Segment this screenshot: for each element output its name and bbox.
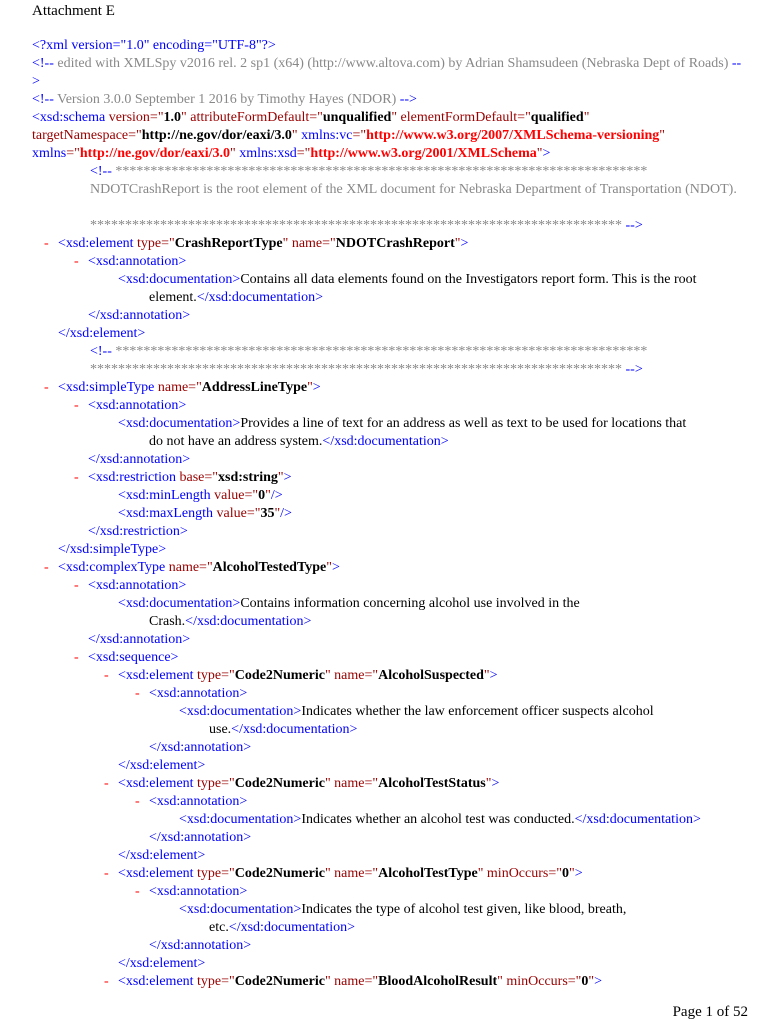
xml-token: CrashReportType (174, 236, 283, 251)
xml-token: " minOccurs=" (497, 974, 582, 989)
xml-line (58, 325, 145, 343)
xml-token: " (326, 560, 332, 575)
collapse-toggle-icon[interactable]: - (74, 254, 79, 269)
xml-line (149, 613, 311, 631)
xml-line (179, 703, 654, 721)
xml-line (90, 361, 643, 379)
xml-token: " attributeFormDefault=" (181, 110, 323, 125)
xml-token: > (594, 974, 603, 989)
xml-token: name=" (165, 560, 213, 575)
xml-token: Code2Numeric (234, 974, 325, 989)
xml-line (90, 343, 647, 361)
xml-line (149, 829, 251, 847)
xml-line (149, 433, 449, 451)
xml-line (149, 739, 251, 757)
xml-token: **************************************************************************** (90, 218, 626, 233)
xml-token: 35 (260, 506, 275, 521)
xml-token: Indicates whether an alcohol test was conducted. (301, 812, 575, 827)
xml-token: xmlns (32, 146, 67, 161)
xml-token: <xsd:restriction (88, 470, 176, 485)
xml-token: base=" (176, 470, 218, 485)
xml-line (32, 37, 276, 55)
collapse-toggle-icon[interactable]: - (135, 686, 140, 701)
xml-token: <xsd:annotation> (88, 578, 187, 593)
xml-token: unqualified (322, 110, 392, 125)
xml-token: <xsd:element (118, 866, 194, 881)
xml-token: xmlns:xsd (239, 146, 297, 161)
xml-token: use. (209, 722, 232, 737)
xml-token: type=" (193, 776, 235, 791)
xml-token: </xsd:annotation> (88, 632, 191, 647)
xml-line (118, 775, 499, 793)
xml-token: /> (270, 488, 283, 503)
xml-token: </xsd:element> (118, 848, 206, 863)
xml-token: value=" (213, 506, 261, 521)
xml-line (88, 649, 178, 667)
xml-token: </xsd:documentation> (196, 290, 324, 305)
xml-token: " elementFormDefault=" (391, 110, 531, 125)
xml-line (118, 595, 580, 613)
xml-token: </xsd:annotation> (149, 830, 252, 845)
xml-token: > (460, 236, 469, 251)
xml-line (118, 847, 205, 865)
xml-line (88, 397, 186, 415)
xml-token: Contains information concerning alcohol use involved in the (240, 596, 580, 611)
xml-token: " (291, 128, 302, 143)
xml-token: http://www.w3.org/2007/XMLSchema-versioning (366, 128, 660, 143)
xml-token: Contains all data elements found on the Investigators report form. This is the root (240, 272, 697, 287)
xml-line (90, 163, 647, 181)
xml-token: NDOTCrashReport is the root element of the XML document for Nebraska Department of Transportation (NDOT). (90, 182, 737, 197)
xml-token: 1.0 (163, 110, 182, 125)
xml-token: </xsd:element> (58, 326, 146, 341)
xml-token: 0 (581, 974, 589, 989)
xml-token: NDOTCrashReport (335, 236, 455, 251)
attachment-label: Attachment E (32, 3, 115, 19)
xml-token: </xsd:element> (118, 956, 206, 971)
xml-token: " name=" (324, 866, 379, 881)
xml-token: AlcoholSuspected (378, 668, 484, 683)
xml-token: BloodAlcoholResult (378, 974, 498, 989)
xml-token: " name=" (282, 236, 336, 251)
xml-token: <!-- (32, 92, 54, 107)
xml-token: <xsd:maxLength (118, 506, 213, 521)
xml-token: Code2Numeric (234, 668, 325, 683)
xml-line (32, 145, 550, 163)
xml-token: Indicates the type of alcohol test given, like blood, breath, (301, 902, 627, 917)
xml-line (149, 685, 247, 703)
xml-token: </xsd:annotation> (88, 308, 191, 323)
xml-line (32, 127, 665, 145)
xml-line (118, 487, 283, 505)
xml-token: <xsd:complexType (58, 560, 166, 575)
xml-token: <?xml version="1.0" encoding="UTF-8"?> (32, 38, 276, 53)
xml-token: value=" (210, 488, 259, 503)
collapse-toggle-icon[interactable]: - (44, 560, 49, 575)
xml-token: http://ne.gov/dor/eaxi/3.0 (141, 128, 292, 143)
xml-line (149, 937, 251, 955)
collapse-toggle-icon[interactable]: - (104, 776, 109, 791)
xml-token: http://www.w3.org/2001/XMLSchema (310, 146, 537, 161)
xml-line (58, 541, 166, 559)
collapse-toggle-icon[interactable]: - (135, 884, 140, 899)
xml-token: <!-- (90, 164, 112, 179)
xml-token: </xsd:documentation> (231, 722, 358, 737)
xml-token: xmlns:vc (301, 128, 353, 143)
xml-token: do not have an address system. (149, 434, 323, 449)
collapse-toggle-icon[interactable]: - (74, 470, 79, 485)
xml-token: http://ne.gov/dor/eaxi/3.0 (79, 146, 230, 161)
xml-token: AddressLineType (201, 380, 308, 395)
xml-token: > (574, 866, 583, 881)
xml-line (88, 307, 190, 325)
xml-token: " (485, 776, 492, 791)
xml-token: " (659, 128, 665, 143)
xml-line (118, 955, 205, 973)
xml-line (179, 901, 626, 919)
xml-line (88, 469, 292, 487)
xml-token: <xsd:element (118, 668, 194, 683)
xml-token: </xsd:documentation> (185, 614, 312, 629)
xml-token: " (568, 866, 575, 881)
xml-token: <xsd:documentation> (118, 272, 241, 287)
xml-token: " (229, 146, 240, 161)
xml-token: <!-- (90, 344, 112, 359)
xml-line (32, 91, 417, 109)
xml-line (149, 289, 323, 307)
xml-line (90, 181, 740, 199)
xml-token: <xsd:documentation> (179, 902, 302, 917)
xml-token: <!-- (32, 56, 54, 71)
xml-line (58, 235, 468, 253)
xml-token: =" (296, 146, 311, 161)
xml-token: Code2Numeric (234, 776, 325, 791)
xml-token: " name=" (324, 776, 379, 791)
xml-token: " (307, 380, 313, 395)
xml-line (179, 811, 701, 829)
xml-line (32, 109, 589, 127)
collapse-toggle-icon[interactable]: - (135, 794, 140, 809)
xml-token: version=" (105, 110, 164, 125)
xml-token: " (277, 470, 284, 485)
xml-token: type=" (133, 236, 175, 251)
collapse-toggle-icon[interactable]: - (104, 974, 109, 989)
page-number: Page 1 of 52 (672, 1004, 748, 1020)
xml-line (209, 919, 355, 937)
xml-line (118, 415, 686, 433)
xml-line (58, 559, 340, 577)
xml-token: name=" (154, 380, 202, 395)
xml-token: <xsd:documentation> (118, 596, 241, 611)
xml-token: </xsd:annotation> (149, 740, 252, 755)
xml-token: " (265, 488, 271, 503)
xml-token: AlcoholTestType (378, 866, 478, 881)
xml-token: **************************************************************************** (111, 344, 648, 359)
xml-token: <xsd:element (58, 236, 134, 251)
xml-token: **************************************************************************** (90, 362, 626, 377)
collapse-toggle-icon[interactable]: - (74, 578, 79, 593)
xml-token: --> (399, 92, 417, 107)
xml-token: <xsd:minLength (118, 488, 211, 503)
xml-line (88, 451, 190, 469)
xml-token: " (483, 668, 490, 683)
xml-token: --> (625, 218, 643, 233)
xml-token: <xsd:documentation> (179, 812, 302, 827)
xml-token: Code2Numeric (234, 866, 325, 881)
xml-token: <xsd:annotation> (149, 686, 248, 701)
xml-token: " name=" (324, 974, 379, 989)
xml-token: </xsd:documentation> (228, 920, 356, 935)
xml-token: > (283, 470, 292, 485)
xml-token: <xsd:annotation> (149, 884, 248, 899)
xml-token: <xsd:schema (32, 110, 106, 125)
xml-token: --> (625, 362, 643, 377)
xml-token: </xsd:annotation> (88, 452, 191, 467)
xml-token: =" (66, 146, 80, 161)
xml-line (118, 271, 697, 289)
xml-token: <xsd:sequence> (88, 650, 179, 665)
xml-token: Provides a line of text for an address as well as text to be used for locations that (240, 416, 687, 431)
xml-token: Crash. (149, 614, 186, 629)
xml-line (88, 523, 188, 541)
xml-token: > (542, 146, 551, 161)
xml-token: AlcoholTestedType (212, 560, 327, 575)
xml-token: edited with XMLSpy v2016 rel. 2 sp1 (x64) (http://www.altova.com) by Adrian Shamsudeen (Nebraska Dept of Roads) (53, 56, 732, 71)
xml-line (58, 379, 321, 397)
xml-token: <xsd:documentation> (179, 704, 302, 719)
xml-line (88, 631, 190, 649)
xml-line (118, 667, 498, 685)
xml-token: > (491, 776, 500, 791)
collapse-toggle-icon[interactable]: - (44, 236, 49, 251)
xml-token: type=" (193, 668, 235, 683)
xml-token: 0 (258, 488, 266, 503)
xml-token: " (536, 146, 543, 161)
xml-line (149, 883, 247, 901)
xml-line (209, 721, 357, 739)
xml-token: " (454, 236, 461, 251)
collapse-toggle-icon[interactable]: - (104, 668, 109, 683)
xml-token: qualified (530, 110, 584, 125)
xml-token: etc. (209, 920, 229, 935)
xml-token: AlcoholTestStatus (378, 776, 486, 791)
xml-line (88, 253, 186, 271)
xml-token: targetNamespace=" (32, 128, 142, 143)
xml-token: <xsd:documentation> (118, 416, 241, 431)
xml-token: " name=" (324, 668, 379, 683)
xml-token: type=" (193, 974, 235, 989)
xml-token: Version 3.0.0 September 1 2016 by Timothy Hayes (NDOR) (53, 92, 400, 107)
xml-line (88, 577, 186, 595)
xml-token: <xsd:simpleType (58, 380, 155, 395)
xml-token: > (331, 560, 340, 575)
xml-token: </xsd:documentation> (574, 812, 701, 827)
collapse-toggle-icon[interactable]: - (44, 380, 49, 395)
xml-token: <xsd:annotation> (149, 794, 248, 809)
xml-token: " (588, 974, 595, 989)
xml-line (32, 55, 744, 91)
xml-token: </xsd:simpleType> (58, 542, 167, 557)
xml-token: --> (32, 56, 742, 89)
xml-token: </xsd:restriction> (88, 524, 188, 539)
xml-token: type=" (193, 866, 235, 881)
xml-line (149, 793, 247, 811)
xml-token: Indicates whether the law enforcement officer suspects alcohol (301, 704, 654, 719)
xml-token: element. (149, 290, 197, 305)
xml-token: /> (280, 506, 292, 521)
xml-line (118, 973, 602, 991)
collapse-toggle-icon[interactable]: - (74, 398, 79, 413)
xml-token: " minOccurs=" (477, 866, 562, 881)
xml-token: > (489, 668, 498, 683)
xml-token: > (312, 380, 321, 395)
xml-token: " (583, 110, 590, 125)
xml-token: <xsd:annotation> (88, 254, 187, 269)
xml-token: =" (352, 128, 367, 143)
xml-line (118, 865, 583, 883)
xml-token: " (274, 506, 281, 521)
xml-token: xsd:string (218, 470, 278, 485)
xml-token: <xsd:element (118, 776, 194, 791)
xml-token: </xsd:annotation> (149, 938, 252, 953)
xml-line (118, 757, 205, 775)
collapse-toggle-icon[interactable]: - (74, 650, 79, 665)
xml-token: </xsd:documentation> (322, 434, 449, 449)
xml-token: 0 (561, 866, 569, 881)
xml-token: <xsd:element (118, 974, 194, 989)
xml-line (90, 217, 643, 235)
xml-token: <xsd:annotation> (88, 398, 187, 413)
xml-token: **************************************************************************** (111, 164, 648, 179)
collapse-toggle-icon[interactable]: - (104, 866, 109, 881)
xml-token: </xsd:element> (118, 758, 206, 773)
xml-line (118, 505, 292, 523)
